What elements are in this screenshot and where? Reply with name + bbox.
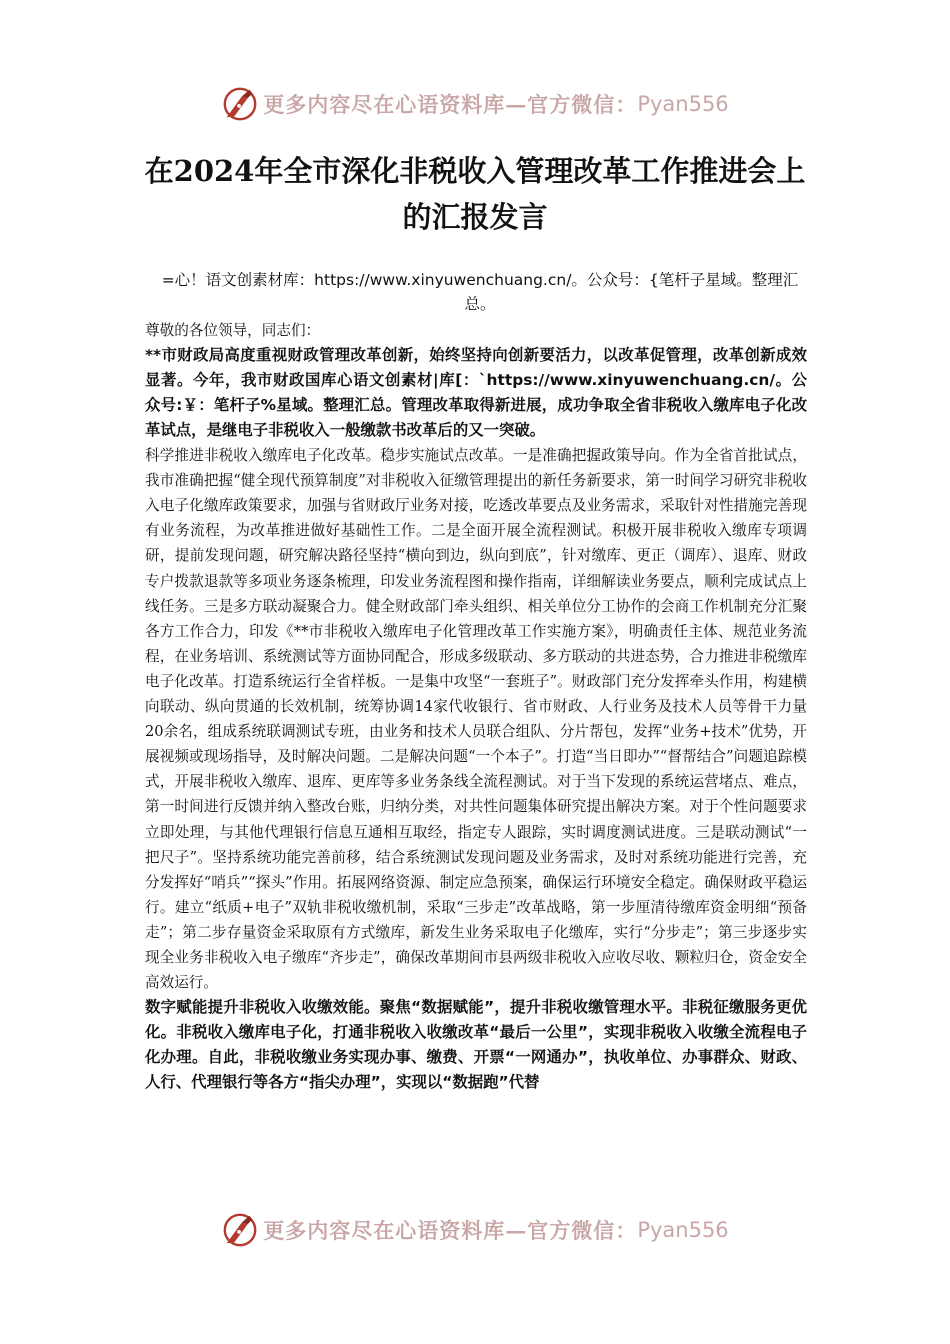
- banner-text: 更多内容尽在心语资料库—官方微信：: [263, 1218, 638, 1243]
- salutation: 尊敬的各位领导，同志们：: [145, 322, 321, 339]
- document-body: [145, 318, 807, 1095]
- paragraph-intro: **市财政局高度重视财政管理改革创新，始终坚持向创新要活力，以改革促管理，改革创新成效显著。今年，我市财政国库心语文创素材|库[：`https://www.xinyuwenchuang.cn/。公众号:￥：笔杆子%星域。整理汇总。管理改革取得新进展，成功争取全省非税收入缴库电子化改革试点，是继电子非税收入一般缴款书改革后的又一突破。: [145, 346, 807, 440]
- paragraph-digital: 数字赋能提升非税收入收缴效能。聚焦“数据赋能”，提升非税收缴管理水平。非税征缴服务更优化。非税收入缴库电子化，打通非税收入收缴改革“最后一公里”，实现非税收入收缴全流程电子化办理。自此，非税收缴业务实现办事、缴费、开票“一网通办”，执收单位、办事群众、财政、人行、代理银行等各方“指尖办理”，实现以“数据跑”代替: [145, 998, 807, 1092]
- banner-wechat-handle: Pyan556: [637, 1218, 729, 1242]
- banner-text: 更多内容尽在心语资料库—官方微信：: [263, 92, 638, 117]
- document-title: 在2024年全市深化非税收入管理改革工作推进会上的汇报发言: [144, 154, 806, 234]
- pen-nib-circle-icon: [221, 1211, 259, 1249]
- footer-banner: [0, 1208, 950, 1252]
- header-banner: [0, 82, 950, 126]
- banner-wechat-handle: Pyan556: [637, 92, 729, 116]
- pen-nib-circle-icon: [221, 85, 259, 123]
- paragraph-reform: 科学推进非税收入缴库电子化改革。稳步实施试点改革。一是准确把握政策导向。作为全省首批试点，我市准确把握“健全现代预算制度”对非税收入征缴管理提出的新任务新要求，第一时间学习研究非税收入电子化缴库政策要求，加强与省财政厅业务对接，吃透改革要点及业务需求，采取针对性措施完善现有业务流程，为改革推进做好基础性工作。二是全面开展全流程测试。积极开展非税收入缴库专项调研，提前发现问题，研究解决路径坚持“横向到边，纵向到底”，针对缴库、更正（调库）、退库、财政专户拨款退款等多项业务逐条梳理，印发业务流程图和操作指南，详细解读业务要点，顺利完成试点上线任务。三是多方联动凝聚合力。健全财政部门牵头组织、相关单位分工协作的会商工作机制充分汇聚各方工作合力，印发《**市非税收入缴库电子化管理改革工作实施方案》，明确责任主体、规范业务流程，在业务培训、系统测试等方面协同配合，形成多级联动、多方联动的共进态势，合力推进非税缴库电子化改革。打造系统运行全省样板。一是集中攻坚“一套班子”。财政部门充分发挥牵头作用，构建横向联动、纵向贯通的长效机制，统筹协调14家代收银行、省市财政、人行业务及技术人员等骨干力量20余名，组成系统联调测试专班，由业务和技术人员联合组队、分片帮包，发挥“业务+技术”优势，开展视频或现场指导，及时解决问题。二是解决问题“一个本子”。打造“当日即办”“督帮结合”问题追踪模式，开展非税收入缴库、退库、更库等多业务条线全流程测试。对于当下发现的系统运营堵点、难点，第一时间进行反馈并纳入整改台账，归纳分类，对共性问题集体研究提出解决方案。对于个性问题要求立即处理，与其他代理银行信息互通相互取经，指定专人跟踪，实时调度测试进度。三是联动测试“一把尺子”。坚持系统功能完善前移，结合系统测试发现问题及业务需求，及时对系统功能进行完善，充分发挥好“哨兵”“探头”作用。拓展网络资源、制定应急预案，确保运行环境安全稳定。确保财政平稳运行。建立“纸质+电子”双轨非税收缴机制，采取“三步走”改革战略，第一步厘清待缴库资金明细“预备走”；第二步存量资金采取原有方式缴库，新发生业务采取电子化缴库，实行“分步走”；第三步逐步实现全业务非税收入电子缴库“齐步走”，确保改革期间市县两级非税收入应收尽收、颗粒归仓，资金安全高效运行。: [145, 447, 807, 992]
- source-line: =心！语文创素材库：https://www.xinyuwenchuang.cn/。公众号：{笔杆子星域。整理汇总。: [161, 271, 799, 313]
